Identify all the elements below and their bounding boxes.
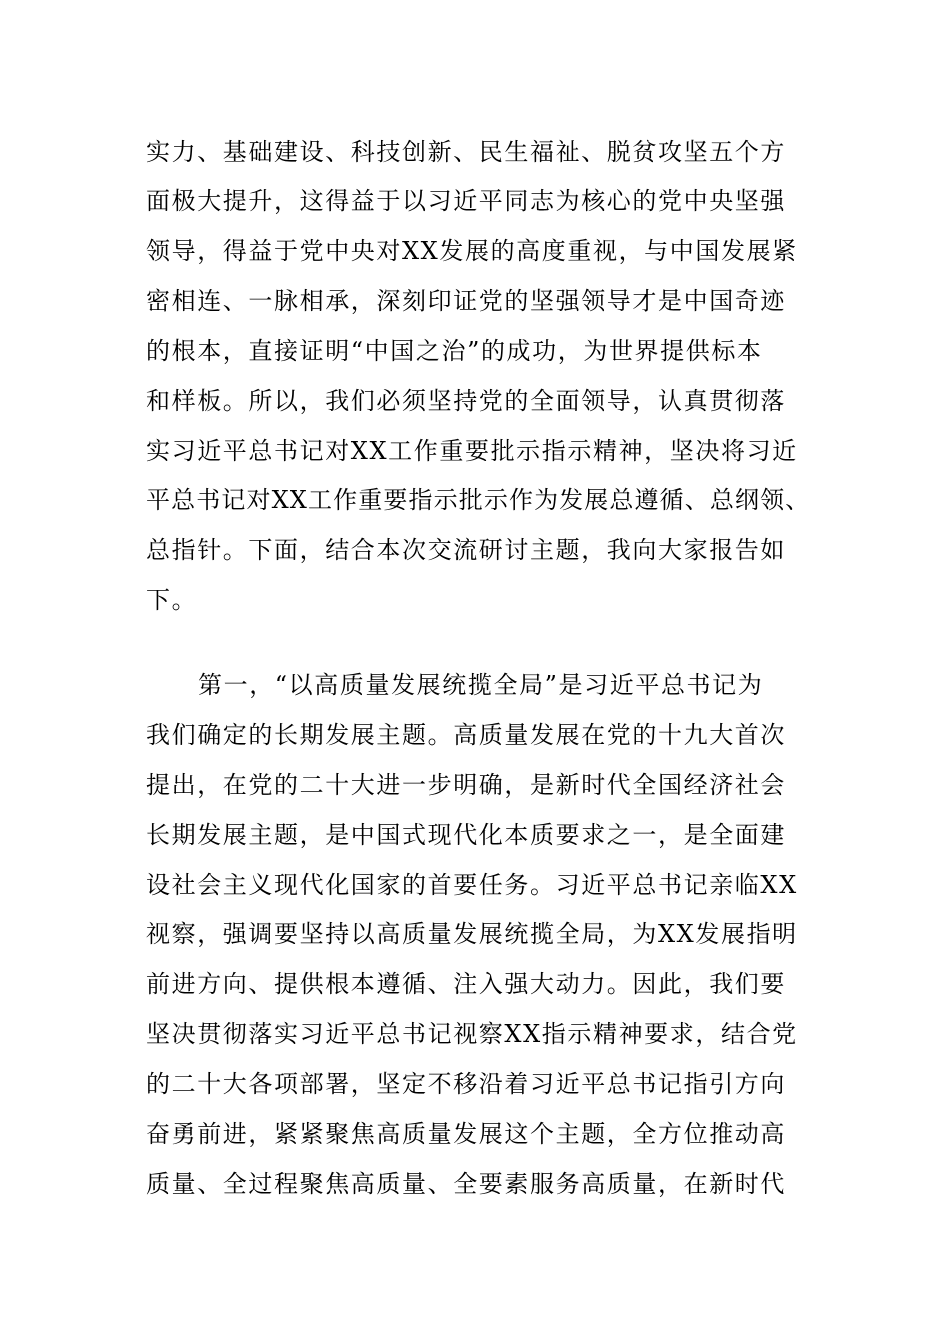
paragraph-line: 实习近平总书记对XX工作重要批示指示精神，坚决将习近 xyxy=(146,437,798,465)
paragraph-line: 设社会主义现代化国家的首要任务。习近平总书记亲临XX xyxy=(146,871,798,899)
paragraph-line: 第一，“以高质量发展统揽全局”是习近平总书记为 xyxy=(198,671,764,699)
paragraph-line: 坚决贯彻落实习近平总书记视察XX指示精神要求，结合党 xyxy=(146,1020,798,1048)
paragraph-line: 密相连、一脉相承，深刻印证党的坚强领导才是中国奇迹 xyxy=(146,287,786,315)
paragraph-line: 长期发展主题，是中国式现代化本质要求之一，是全面建 xyxy=(146,821,786,849)
paragraph-line: 我们确定的长期发展主题。高质量发展在党的十九大首次 xyxy=(146,721,786,749)
paragraph-line: 下。 xyxy=(146,586,198,614)
paragraph-line: 和样板。所以，我们必须坚持党的全面领导，认真贯彻落 xyxy=(146,387,786,415)
paragraph-line: 面极大提升，这得益于以习近平同志为核心的党中央坚强 xyxy=(146,187,786,215)
paragraph-line: 奋勇前进，紧紧聚焦高质量发展这个主题，全方位推动高 xyxy=(146,1120,786,1148)
paragraph-line: 的根本，直接证明“中国之治”的成功，为世界提供标本 xyxy=(146,337,763,365)
paragraph-line: 平总书记对XX工作重要指示批示作为发展总遵循、总纲领、 xyxy=(146,486,811,514)
paragraph-line: 总指针。下面，结合本次交流研讨主题，我向大家报告如 xyxy=(146,536,786,564)
paragraph-line: 视察，强调要坚持以高质量发展统揽全局，为XX发展指明 xyxy=(146,920,798,948)
paragraph-line: 质量、全过程聚焦高质量、全要素服务高质量，在新时代 xyxy=(146,1170,786,1198)
paragraph-line: 领导，得益于党中央对XX发展的高度重视，与中国发展紧 xyxy=(146,237,798,265)
paragraph-line: 前进方向、提供根本遵循、注入强大动力。因此，我们要 xyxy=(146,970,786,998)
paragraph-line: 实力、基础建设、科技创新、民生福祉、脱贫攻坚五个方 xyxy=(146,138,786,166)
paragraph-line: 提出，在党的二十大进一步明确，是新时代全国经济社会 xyxy=(146,771,786,799)
paragraph-line: 的二十大各项部署，坚定不移沿着习近平总书记指引方向 xyxy=(146,1070,786,1098)
